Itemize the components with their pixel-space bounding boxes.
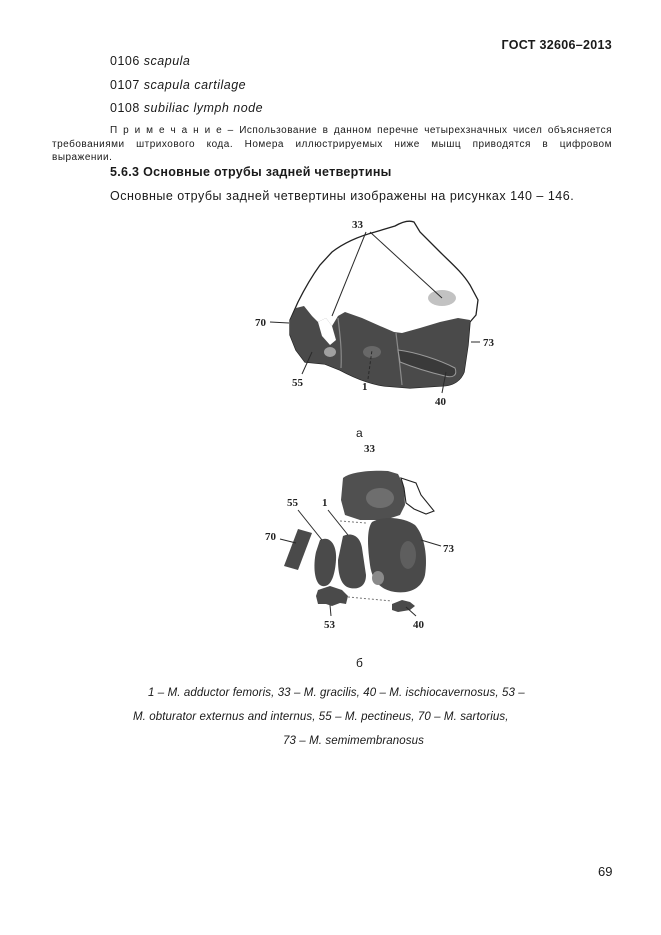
- figure-a-hindquarter-cut: [250, 210, 510, 420]
- figure-label: 70: [255, 317, 266, 329]
- figure-label: 55: [287, 497, 298, 509]
- code-number: 0106: [110, 54, 140, 68]
- figure-legend-line: 1 – M. adductor femoris, 33 – M. gracilis, 40 – M. ischiocavernosus, 53 –: [148, 687, 525, 699]
- note-line: выражении.: [52, 152, 113, 163]
- note-paragraph: [52, 124, 612, 165]
- leader-line: [330, 605, 331, 616]
- figure-label: 33: [352, 219, 363, 231]
- code-entry: [110, 101, 263, 115]
- muscle-70-piece: [284, 529, 312, 570]
- figure-label: 70: [265, 531, 276, 543]
- figure-caption: а: [356, 426, 363, 440]
- figure-label: 1: [362, 381, 368, 393]
- code-entry: [110, 78, 246, 92]
- figure-label: 73: [483, 337, 494, 349]
- note-line: П р и м е ч а н и е – Использование в данном перечне четырехзначных чисел объясняется: [110, 125, 612, 136]
- standard-designation: ГОСТ 32606–2013: [501, 38, 612, 52]
- figure-label: 40: [435, 396, 446, 408]
- code-term: scapula: [143, 54, 191, 68]
- figure-label: 40: [413, 619, 424, 631]
- figure-caption: б: [356, 656, 363, 670]
- figure-label: 53: [324, 619, 335, 631]
- intro-paragraph: Основные отрубы задней четвертины изображены на рисунках 140 – 146.: [110, 189, 575, 203]
- muscle-53-piece: [316, 586, 348, 606]
- code-number: 0108: [110, 101, 140, 115]
- section-heading: 5.6.3 Основные отрубы задней четвертины: [110, 165, 392, 179]
- code-term: subiliac lymph node: [143, 101, 264, 115]
- fat-patch: [324, 347, 336, 357]
- muscle-highlight: [372, 571, 384, 585]
- leader-line: [270, 322, 289, 323]
- figure-legend-line: M. obturator externus and internus, 55 – M. pectineus, 70 – M. sartorius,: [133, 711, 509, 723]
- code-entry: [110, 54, 190, 68]
- figure-label: 33: [364, 443, 375, 455]
- muscle-40-piece: [392, 600, 415, 612]
- figure-label: 73: [443, 543, 454, 555]
- figure-label: 1: [322, 497, 328, 509]
- muscle-55-piece: [314, 539, 336, 587]
- code-term: scapula cartilage: [143, 78, 247, 92]
- dotted-line: [340, 521, 366, 523]
- muscle-highlight: [366, 488, 394, 508]
- muscle-highlight: [400, 541, 416, 569]
- figure-legend-line: 73 – M. semimembranosus: [283, 735, 424, 747]
- fat-piece: [401, 478, 434, 514]
- page-number: 69: [598, 864, 613, 879]
- figure-label: 55: [292, 377, 303, 389]
- figure-b-separated-muscles: [255, 440, 465, 635]
- dotted-line: [348, 597, 392, 601]
- note-line: требованиями штрихового кода. Номера иллюстрируемых ниже мышц приводятся в цифровом: [52, 138, 612, 150]
- muscle-1-piece: [338, 535, 366, 589]
- code-number: 0107: [110, 78, 140, 92]
